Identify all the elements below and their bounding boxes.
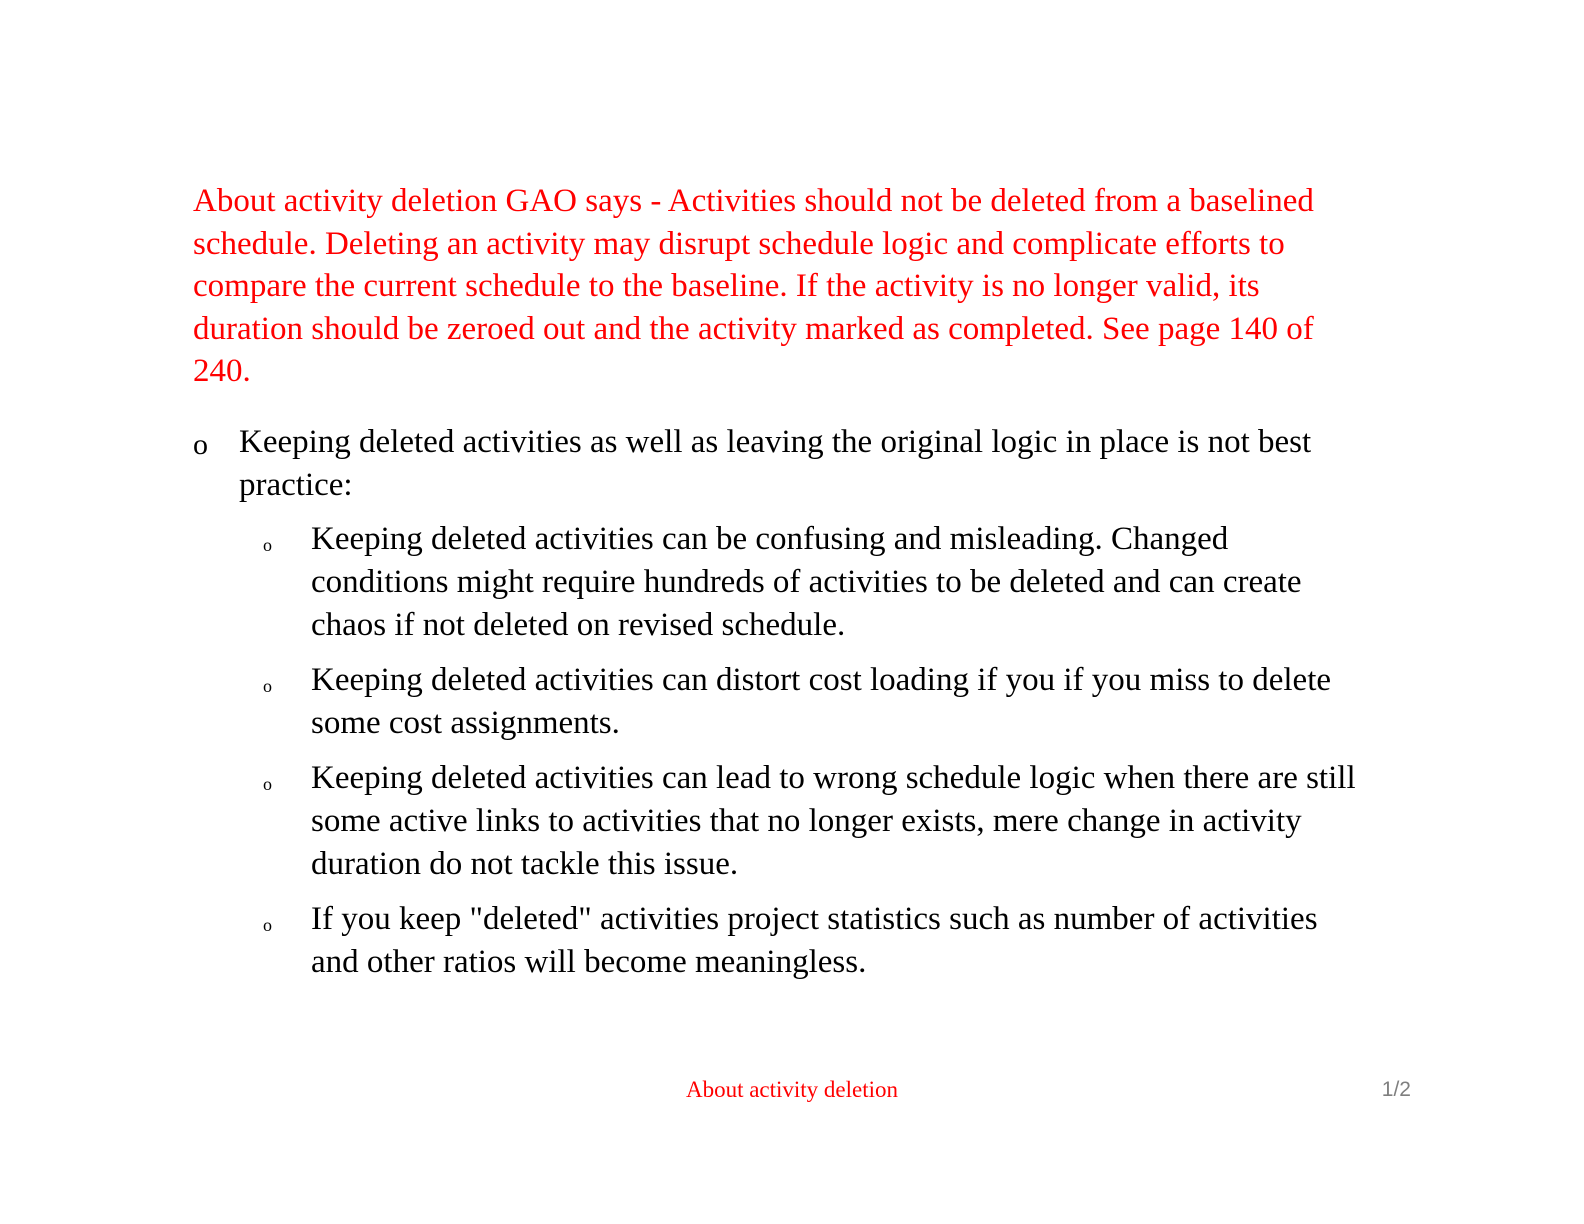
- main-bullet-text: Keeping deleted activities as well as leaving the original logic in place is not best practice:: [239, 424, 1312, 503]
- sub-bullet-text: Keeping deleted activities can be confusing and misleading. Changed conditions might require hundreds of activities to be deleted and can create chaos if not deleted on revised schedule.: [311, 521, 1302, 643]
- sub-bullet-text: If you keep "deleted" activities project statistics such as number of activities and other ratios will become meaningless.: [311, 901, 1318, 980]
- sub-bullet-text: Keeping deleted activities can distort cost loading if you if you miss to delete some cost assignments.: [311, 662, 1332, 741]
- footer-title: About activity deletion: [685, 1077, 899, 1102]
- sub-bullet-item: [239, 659, 1363, 745]
- sub-bullet-marker: o: [263, 676, 272, 696]
- bullet-marker: o: [193, 428, 208, 461]
- page-number: 1/2: [1381, 1078, 1411, 1101]
- sub-bullet-list: [239, 518, 1363, 984]
- sub-bullet-marker: o: [263, 915, 272, 935]
- intro-paragraph: About activity deletion GAO says - Activities should not be deleted from a baselined schedule. Deleting an activity may disrupt schedule logic and complicate efforts to compare the current schedule to the baseline. If the activity is no longer valid, its duration should be zeroed out and the activity marked as completed. See page 140 of 240.: [193, 183, 1314, 389]
- sub-bullet-item: [239, 757, 1363, 886]
- sub-bullet-item: [239, 898, 1363, 984]
- sub-bullet-item: [239, 518, 1363, 647]
- main-bullet-item: [193, 421, 1363, 984]
- sub-bullet-marker: o: [263, 774, 272, 794]
- main-bullet-list: [193, 421, 1363, 996]
- sub-bullet-marker: o: [263, 535, 272, 555]
- sub-bullet-text: Keeping deleted activities can lead to wrong schedule logic when there are still some active links to activities that no longer exists, mere change in activity duration do not tackle this issue.: [311, 760, 1356, 882]
